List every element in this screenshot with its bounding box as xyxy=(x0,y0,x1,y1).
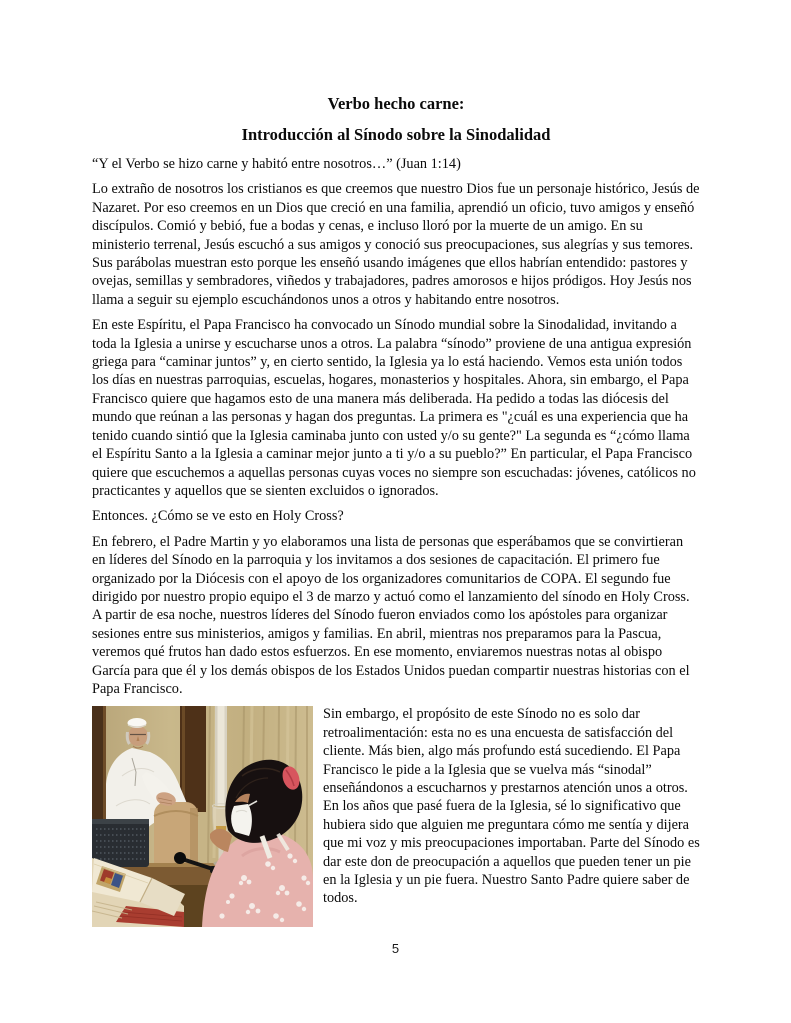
paragraph: Lo extraño de nosotros los cristianos es que creemos que nuestro Dios fue un personaje histórico, Jesús de Nazaret. Por eso creemos en un Dios que creció en una familia, aprendió un oficio, tuvo amigos y enseñó discípulos. Comió y bebió, fue a bodas y cenas, e incluso lloró por la muerte de un amigo. En su ministerio terrenal, Jesús escuchó a sus amigos y conoció sus preocupaciones, sus alegrías y sus temores. Sus parábolas muestran esto porque les enseñó usando imágenes que ellos habrían entendido: pastores y ovejas, semillas y sembradores, viñedos y trabajadores, padres amorosos e hijos pródigos. Hoy Jesús nos llama a seguir su ejemplo escuchándonos unos a otros y habitando entre nosotros. xyxy=(92,181,700,308)
paragraph: En este Espíritu, el Papa Francisco ha convocado un Sínodo mundial sobre la Sinodalidad, invitando a toda la Iglesia a unirse y escucharse unos a otros. La palabra “sínodo” proviene de una antigua expresión griega para “caminar juntos” y, en cierto sentido, la Iglesia ya lo está haciendo. Vemos esta unión todos los días en nuestras parroquias, escuelas, hogares, monasterios y hospitales. Ahora, sin embargo, el Papa Francisco quiere que hagamos esto de una manera más deliberada. Ha pedido a todas las diócesis del mundo que reúnan a las personas y hagan dos preguntas. La primera es "¿cuál es una experiencia que ha tenido cuando sintió que la Iglesia caminaba junto con usted y/o su gente?" La segunda es “¿cómo llama el Espíritu Santo a la Iglesia a caminar mejor junto a ti y/o a su pueblo?” En particular, el Papa Francisco quiere que escuchemos a aquellas personas cuyas voces no siempre son escuchadas: jóvenes, católicos no practicantes y aquellos que se sienten excluidos o ignorados. xyxy=(92,317,696,499)
paragraph: Entonces. ¿Cómo se ve esto en Holy Cross? xyxy=(92,508,344,525)
scripture-quote: “Y el Verbo se hizo carne y habitó entre nosotros…” (Juan 1:14) xyxy=(92,156,461,172)
paragraph: Sin embargo, el propósito de este Sínodo no es solo dar retroalimentación: esta no es una encuesta de satisfacción del cliente. Más bien, algo más profundo está sucediendo. El Papa Francisco le pide a la Iglesia que se vuelva más “sinodal” enseñándonos a escucharnos y prestarnos atención unos a otros. En los años que pasé fuera de la Iglesia, sé lo significativo que hubiera sido que alguien me preguntara cómo me sentía y dijera que mi voz y mis preocupaciones importaban. Parte del Sínodo es dar este don de preocupación a aquellos que pueden tener un pie en la Iglesia y un pie fuera. Nuestro Santo Padre quiere saber de todos. xyxy=(323,706,700,907)
paragraph: En febrero, el Padre Martin y yo elaboramos una lista de personas que esperábamos que se convirtieran en líderes del Sínodo en la parroquia y los invitamos a dos sesiones de capacitación. El primero fue organizado por la Diócesis con el apoyo de los organizadores comunitarios de COPA. El segundo fue dirigido por nuestro propio equipo el 3 de marzo y actuó como el lanzamiento del sínodo en Holy Cross. A partir de esa noche, nuestros líderes del Sínodo fueron enviados como los apóstoles para organizar sesiones entre sus ministerios, amigos y familias. En abril, mientras nos preparamos para la Pascua, veremos qué frutos han dado estos esfuerzos. En ese momento, enviaremos nuestras notas al obispo García para que él y los demás obispos de los Estados Unidos puedan compartir nuestras historias con el Papa Francisco. xyxy=(92,533,690,697)
photo-illustration xyxy=(92,706,313,927)
body-paragraphs xyxy=(92,180,700,698)
document-subtitle: Introducción al Sínodo sobre la Sinodalidad xyxy=(241,125,551,144)
document-title: Verbo hecho carne: xyxy=(327,94,465,113)
document-content xyxy=(92,94,700,933)
pope-francis-synod-photo xyxy=(92,706,313,927)
page-number: 5 xyxy=(391,941,400,956)
figure-paragraph-block xyxy=(92,705,700,933)
